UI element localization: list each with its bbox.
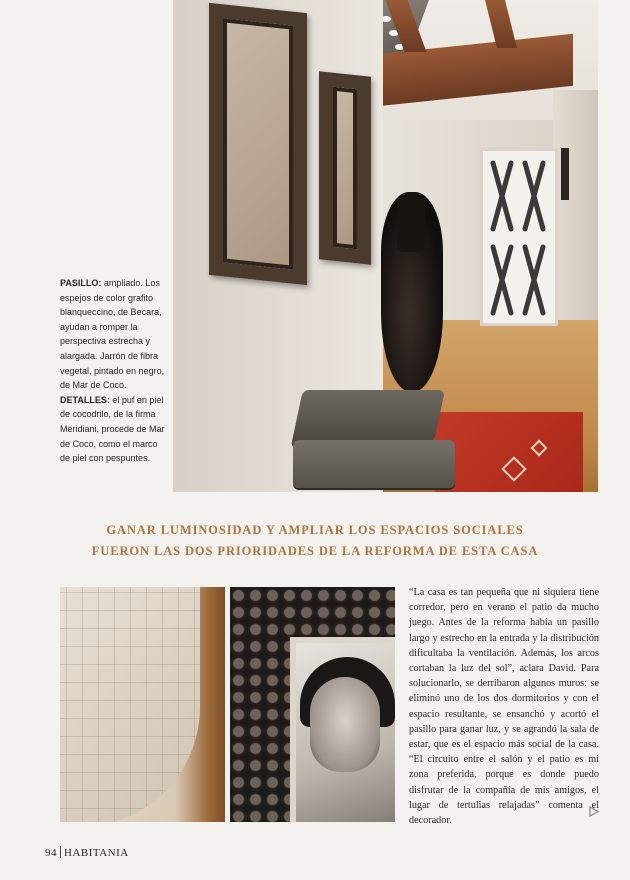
caption-text: ampliado. Los espejos de color grafito blanqueccino, de Becara, ayudan a romper la perspectiva estrecha y alargada. Jarrón de fibra vegetal, pintado en negro, de Mar de Coco. — [60, 278, 165, 391]
photo-caption — [60, 276, 170, 466]
magazine-name: HABITANIA — [64, 847, 129, 859]
crocodile-pouf — [291, 390, 445, 446]
article-body: “La casa es tan pequeña que ni siquiera tiene corredor, pero en verano el patio da mucho juego. Antes de la reforma había un pasillo largo y estrecho en la entrada y la distribución dificultaba la ventilación. Además, los arcos cortaban la luz del sol”, aclara David. Para solucionarlo, se derribaron algunos muros: se eliminó uno de los dos dormitorios y con el espacio resultante, se ensanchó y acortó el pasillo para ganar luz, y se agrandó la sala de estar, que es el espacio más social de la casa. “El circuito entre el salón y el patio es mi zona preferida, porque es donde puedo disfrutar de la compañía de mis amigos, el lugar de tertulias relajadas” comenta el decorador. — [409, 587, 599, 827]
headline-line: GANAR LUMINOSIDAD Y AMPLIAR LOS ESPACIOS SOCIALES — [106, 523, 524, 537]
crocodile-pouf — [293, 440, 455, 488]
vase-neck — [397, 192, 425, 252]
page-number: 94 — [45, 847, 57, 859]
large-mirror — [209, 3, 307, 285]
headline-line: FUERON LAS DOS PRIORIDADES DE LA REFORMA DE ESTA CASA — [91, 544, 539, 558]
end-door — [480, 148, 558, 326]
continue-icon — [589, 806, 599, 820]
red-rug — [435, 412, 583, 492]
wall-sconce — [561, 148, 569, 200]
caption-label: PASILLO: — [60, 278, 102, 288]
hallway-photo — [173, 0, 598, 492]
crocodile-leather-photo — [60, 587, 225, 822]
page-folio — [45, 846, 129, 859]
door-cross-pattern — [483, 151, 555, 323]
portrait-face — [310, 677, 380, 772]
leather-frame-photo — [230, 587, 395, 822]
small-mirror — [319, 71, 371, 264]
caption-label: DETALLES: — [60, 394, 110, 405]
caption-text: el puf en piel de cocodrilo, de la firma Meridiani, procede de Mar de Coco, como el marco de piel con pespuntes. — [60, 394, 165, 464]
folio-divider — [60, 846, 61, 858]
